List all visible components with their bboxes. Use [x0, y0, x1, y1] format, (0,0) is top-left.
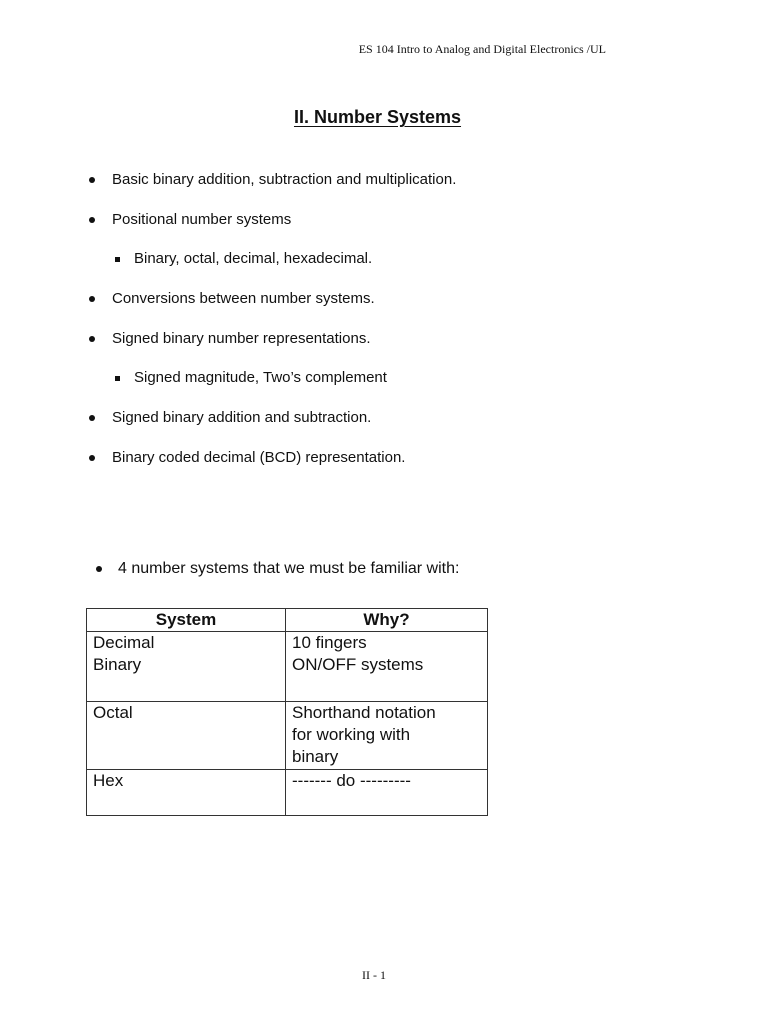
bullet-dot-icon [89, 217, 95, 223]
topic-item [89, 170, 689, 210]
topic-text: Binary coded decimal (BCD) representation. [112, 448, 406, 466]
topic-item [89, 289, 689, 329]
system-cell [87, 632, 286, 702]
page-title: II. Number Systems [293, 107, 462, 127]
bullet-square-icon [115, 376, 120, 381]
topic-item [89, 210, 689, 250]
system-name: Binary [93, 655, 142, 674]
lead-text: 4 number systems that we must be familiar with: [118, 560, 460, 577]
topic-text: Conversions between number systems. [112, 290, 375, 308]
why-text: Shorthand notation [292, 703, 436, 722]
bullet-dot-icon [96, 566, 102, 572]
running-header: ES 104 Intro to Analog and Digital Electronics /UL [358, 42, 606, 56]
why-text: 10 fingers [292, 633, 367, 652]
why-cell [286, 702, 488, 770]
system-name: Hex [93, 771, 124, 790]
system-name: Octal [93, 703, 133, 722]
why-cell [286, 770, 488, 816]
topic-text: Basic binary addition, subtraction and multiplication. [112, 171, 457, 188]
bullet-dot-icon [89, 455, 95, 461]
number-systems-table [86, 608, 488, 816]
bullet-dot-icon [89, 177, 95, 183]
topic-item [89, 329, 689, 369]
bullet-square-icon [115, 257, 120, 262]
bullet-dot-icon [89, 336, 95, 342]
topic-item [89, 408, 689, 448]
subtopic-text: Signed magnitude, Two’s complement [134, 369, 387, 387]
column-header-system: System [87, 609, 286, 632]
subtopic-text: Binary, octal, decimal, hexadecimal. [134, 250, 373, 268]
why-text: binary [292, 747, 339, 766]
table-row [87, 702, 488, 770]
why-text: for working with [292, 725, 411, 744]
subtopic-item [89, 368, 689, 408]
system-cell [87, 770, 286, 816]
table-row [87, 632, 488, 702]
column-header-why: Why? [286, 609, 488, 632]
system-name: Decimal [93, 633, 155, 652]
why-cell [286, 632, 488, 702]
bullet-dot-icon [89, 415, 95, 421]
topic-item [89, 448, 689, 488]
table-row [87, 770, 488, 816]
page-number: II - 1 [362, 968, 386, 982]
topic-text: Signed binary addition and subtraction. [112, 409, 372, 427]
table-header-row [87, 609, 488, 632]
bullet-dot-icon [89, 296, 95, 302]
topic-text: Signed binary number representations. [112, 329, 371, 347]
subtopic-item [89, 249, 689, 289]
system-cell [87, 702, 286, 770]
why-text: ON/OFF systems [292, 655, 424, 674]
why-text: ------- do --------- [292, 771, 411, 790]
topic-text: Positional number systems [112, 210, 292, 228]
topic-list [89, 170, 689, 488]
